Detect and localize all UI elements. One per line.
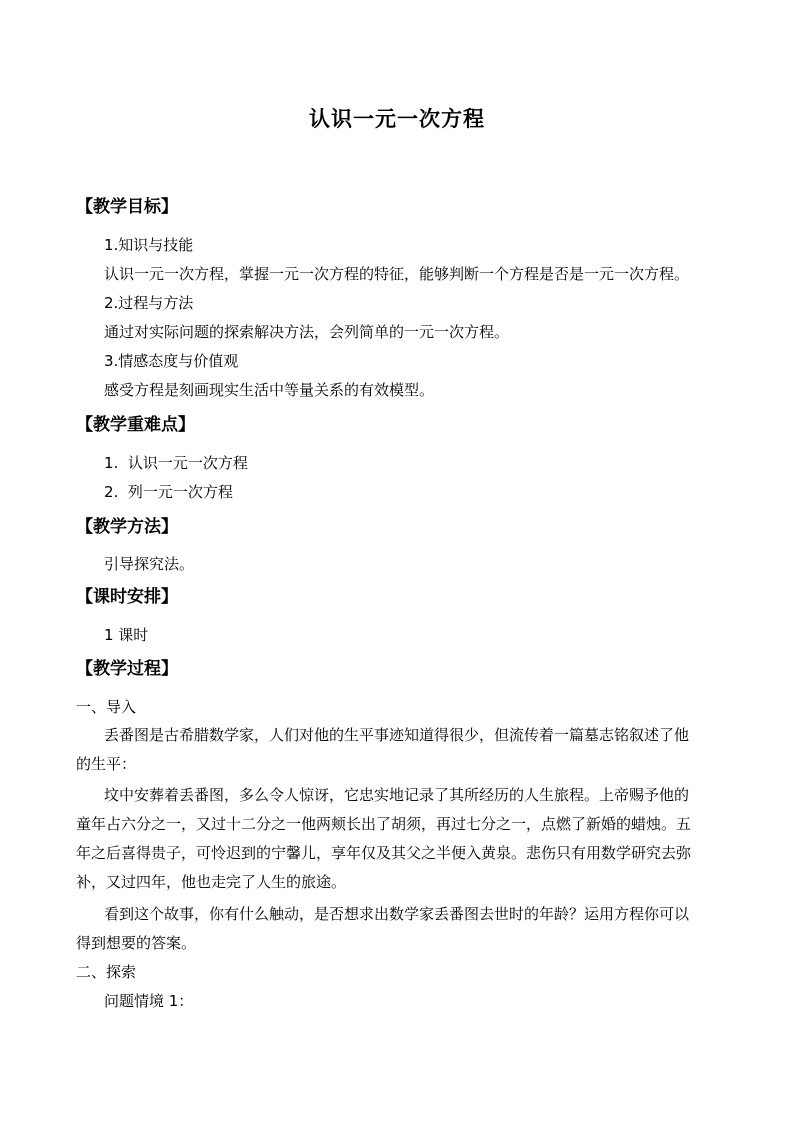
- schedule-line: 1 课时: [104, 626, 149, 644]
- paragraph-line: 补，又过四年，他也走完了人生的旅途。: [76, 873, 347, 891]
- intro-label: 一、导入: [76, 698, 137, 716]
- objective-line: 1.知识与技能: [104, 236, 194, 254]
- key-point-line: 1. 认识一元一次方程: [104, 454, 248, 472]
- heading-key-points: 【教学重难点】: [76, 415, 195, 435]
- paragraph-line: 得到想要的答案。: [76, 934, 197, 952]
- paragraph-line: 童年占六分之一，又过十二分之一他两颊长出了胡须，再过七分之一，点燃了新婚的蜡烛。五: [76, 815, 692, 833]
- explore-label: 二、探索: [76, 963, 137, 981]
- objective-line: 感受方程是刻画现实生活中等量关系的有效模型。: [104, 381, 435, 399]
- objective-line: 认识一元一次方程，掌握一元一次方程的特征，能够判断一个方程是否是一元一次方程。: [104, 265, 690, 283]
- objective-line: 通过对实际问题的探索解决方法，会列简单的一元一次方程。: [104, 323, 510, 341]
- objective-line: 3.情感态度与价值观: [104, 352, 239, 370]
- page-title: 认识一元一次方程: [309, 107, 485, 131]
- heading-schedule: 【课时安排】: [76, 587, 178, 607]
- heading-process: 【教学过程】: [76, 659, 178, 679]
- heading-methods: 【教学方法】: [76, 517, 178, 537]
- paragraph-line: 看到这个故事，你有什么触动，是否想求出数学家丢番图去世时的年龄？运用方程你可以: [104, 905, 690, 923]
- paragraph-line: 坟中安葬着丢番图，多么令人惊讶，它忠实地记录了其所经历的人生旅程。上帝赐予他的: [104, 786, 690, 804]
- objective-line: 2.过程与方法: [104, 294, 194, 312]
- method-line: 引导探究法。: [104, 555, 195, 573]
- paragraph-line: 问题情境 1：: [104, 992, 194, 1010]
- paragraph-line: 丢番图是古希腊数学家，人们对他的生平事迹知道得很少，但流传着一篇墓志铭叙述了他: [104, 726, 690, 744]
- key-point-line: 2. 列一元一次方程: [104, 483, 233, 501]
- paragraph-line: 的生平：: [76, 755, 137, 773]
- paragraph-line: 年之后喜得贵子，可怜迟到的宁馨儿，享年仅及其父之半便入黄泉。悲伤只有用数学研究去弥: [76, 844, 692, 862]
- heading-objectives: 【教学目标】: [76, 197, 178, 217]
